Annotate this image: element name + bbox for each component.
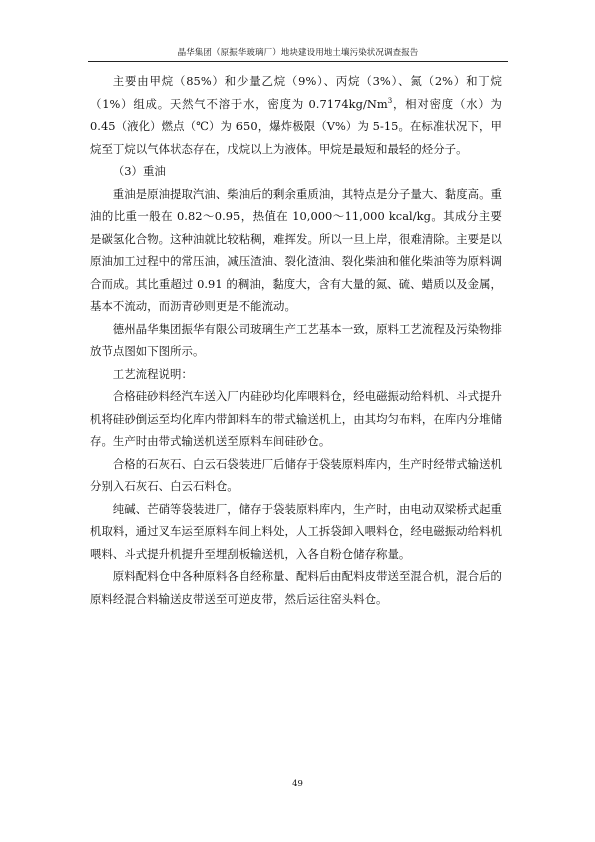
paragraph-limestone: 合格的石灰石、白云石袋装进厂后储存于袋装原料库内，生产时经带式输送机分别入石灰石、白云石料仓。	[90, 456, 502, 493]
page-number: 49	[292, 779, 303, 789]
paragraph-heavy-oil: 重油是原油提取汽油、柴油后的剩余重质油，其特点是分子量大、黏度高。重油的比重一般在 0.82～0.95，热值在 10,000～11,000 kcal/kg。其成分主要是碳氢化合物。这种油就比较粘稠，难挥发。所以一旦上岸，很难清除。主要是以原油加工过程中的常压油，减压渣油、裂化渣油、裂化柴油和催化柴油等为原料调合而成。其比重超过 0.91 的稠油，黏度大，含有大量的氮、硫、蜡质以及金属，基本不流动，而沥青砂则更是不能流动。	[90, 186, 502, 313]
paragraph-soda-ash: 纯碱、芒硝等袋装进厂，储存于袋装原料库内，生产时，由电动双梁桥式起重机取料，通过叉车运至原料车间上料处，人工拆袋卸入喂料仓，经电磁振动给料机喂料、斗式提升机提升至埋刮板输送机，入各自粉仓储存称量。	[90, 501, 502, 561]
superscript-3: 3	[387, 96, 393, 105]
page-header: 晶华集团（原振华玻璃厂）地块建设用地土壤污染状况调查报告	[177, 48, 419, 58]
paragraph-natural-gas-rest: ，相对密度（水）为 0.45（液化）燃点（℃）为 650，爆炸极限（V%）为 5-15。在标准状况下，甲烷至丁烷以气体状态存在，戊烷以上为液体。甲烷是最短和最轻的烃分子。	[90, 96, 502, 156]
paragraph-silica-sand: 合格硅砂料经汽车送入厂内硅砂均化库喂料仓，经电磁振动给料机、斗式提升机将硅砂倒运至均化库内带卸料车的带式输送机上，由其均匀布料，在库内分堆储存。生产时由带式输送机送至原料车间硅砂仓。	[90, 389, 502, 448]
paragraph-process-label: 工艺流程说明：	[112, 366, 193, 381]
header-divider	[88, 61, 508, 62]
paragraph-batching: 原料配料仓中各种原料各自经称量、配料后由配料皮带送至混合机，混合后的原料经混合料输送皮带送至可逆皮带，然后运往窑头料仓。	[90, 569, 502, 606]
paragraph-natural-gas-text: 主要由甲烷（85%）和少量乙烷（9%）、丙烷（3%）、氮（2%）和丁烷（1%）组成。天然气不溶于水，密度为 0.7174kg/Nm	[90, 74, 502, 111]
section-heading-heavy-oil: （3）重油	[112, 164, 166, 178]
paragraph-process-intro: 德州晶华集团振华有限公司玻璃生产工艺基本一致，原料工艺流程及污染物排放节点图如下图所示。	[90, 321, 502, 358]
paragraph-natural-gas	[90, 70, 502, 160]
document-body	[90, 70, 502, 610]
